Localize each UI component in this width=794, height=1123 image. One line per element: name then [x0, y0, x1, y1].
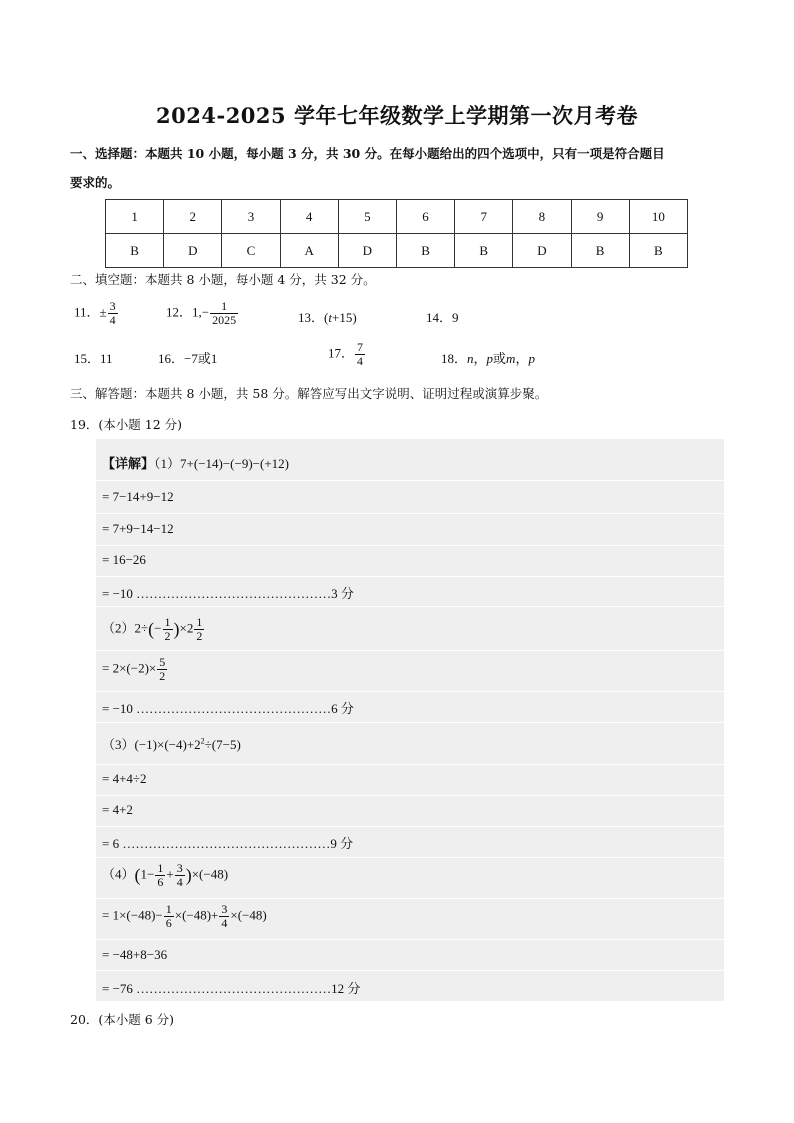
row-divider: [96, 606, 724, 607]
answer-table: [105, 199, 688, 268]
q19-label: 19．(本小题 12 分): [70, 417, 183, 432]
answer-cell: D: [513, 234, 571, 268]
answer-cell: B: [571, 234, 629, 268]
question-number: 10: [629, 200, 687, 234]
row-divider: [96, 939, 724, 940]
answer-cell: C: [222, 234, 280, 268]
fraction: $\frac{3}{4}$: [221, 902, 228, 930]
answer-table-number-row: [106, 200, 688, 234]
fraction: $\frac{3}{4}$: [109, 299, 116, 327]
solution-step-score: = −10 ………………………………………6 分: [102, 701, 354, 716]
row-divider: [96, 826, 724, 827]
answer-cell: B: [396, 234, 454, 268]
fraction: $\frac{1}{2}$: [164, 615, 171, 643]
q20-label: 20．(本小题 6 分): [70, 1012, 175, 1027]
solution-step-score: = −76 ………………………………………12 分: [102, 981, 361, 996]
answer-q15: 15．11: [74, 351, 113, 366]
answer-q11: 11．± $\frac{3}{4}$: [74, 299, 116, 327]
section1-instruction-line2: 要求的。: [70, 175, 121, 190]
row-divider: [96, 513, 724, 514]
answer-q12: 12．1,− $\frac{1}{2025}$: [166, 299, 237, 327]
row-divider: [96, 545, 724, 546]
question-number: 9: [571, 200, 629, 234]
row-divider: [96, 691, 724, 692]
row-divider: [96, 480, 724, 481]
solution-part2-expression: （2）2÷(− $\frac{1}{2}$ )×2 $\frac{1}{2}$: [102, 615, 203, 643]
solution-step: = 16−26: [102, 552, 146, 567]
fraction: $\frac{3}{4}$: [176, 861, 183, 889]
fraction: $\frac{1}{6}$: [165, 902, 172, 930]
answer-cell: A: [280, 234, 338, 268]
row-divider: [96, 576, 724, 577]
section1-instruction-line1: 一、选择题：本题共 10 小题，每小题 3 分，共 30 分。在每小题给出的四个选项中，只有一项是符合题目: [70, 146, 665, 161]
row-divider: [96, 722, 724, 723]
question-number: 1: [106, 200, 164, 234]
question-number: 3: [222, 200, 280, 234]
row-divider: [96, 898, 724, 899]
solution-step: = 7−14+9−12: [102, 489, 174, 504]
solution-step: = 2×(−2)× $\frac{5}{2}$: [102, 655, 166, 683]
section2-heading: 二、填空题：本题共 8 小题，每小题 4 分，共 32 分。: [70, 272, 376, 287]
answer-q14: 14．9: [426, 310, 459, 325]
answer-cell: D: [164, 234, 222, 268]
row-divider: [96, 650, 724, 651]
answer-cell: D: [338, 234, 396, 268]
solution-step: = −48+8−36: [102, 947, 168, 962]
answer-cell: B: [455, 234, 513, 268]
question-number: 7: [455, 200, 513, 234]
solution-step-score: = −10 ………………………………………3 分: [102, 586, 354, 601]
fraction: $\frac{1}{2}$: [196, 615, 203, 643]
fraction: $\frac{5}{2}$: [159, 655, 166, 683]
question-number: 8: [513, 200, 571, 234]
answer-q17: 17． $\frac{7}{4}$: [328, 340, 364, 368]
row-divider: [96, 795, 724, 796]
fraction: $\frac{1}{2025}$: [212, 299, 237, 327]
answer-cell: B: [629, 234, 687, 268]
fraction: $\frac{1}{6}$: [157, 861, 164, 889]
solution-part4-expression: （4）(1− $\frac{1}{6}$ + $\frac{3}{4}$ )×(−48): [102, 861, 229, 889]
row-divider: [96, 764, 724, 765]
solution-step: = 4+2: [102, 802, 133, 817]
answer-q18: 18．n，p或m，p: [441, 351, 535, 366]
fraction: $\frac{7}{4}$: [357, 340, 364, 368]
row-divider: [96, 857, 724, 858]
question-number: 4: [280, 200, 338, 234]
question-number: 5: [338, 200, 396, 234]
answer-table-answer-row: [106, 234, 688, 268]
question-number: 2: [164, 200, 222, 234]
solution-part3-expression: $(3)(-1)\times(-4)+2^2\div(7-5)$: [102, 736, 241, 752]
solution-step: = 1×(−48)− $\frac{1}{6}$ ×(−48)+ $\frac{3}{4}$ ×(−48): [102, 902, 267, 930]
solution-step: = 7+9−14−12: [102, 521, 174, 536]
question-number: 6: [396, 200, 454, 234]
answer-q16: 16．−7或1: [158, 351, 218, 366]
solution-step-score: = 6 …………………………………………9 分: [102, 836, 354, 851]
solution-step: = 4+4÷2: [102, 771, 147, 786]
solution-part1-expression: 【详解】（1）7+(−14)−(−9)−(+12): [102, 456, 289, 471]
row-divider: [96, 970, 724, 971]
answer-q13: 13．(t+15): [298, 310, 357, 325]
page-title: 2024-2025 学年七年级数学上学期第一次月考卷: [156, 103, 638, 128]
section3-heading: 三、解答题：本题共 8 小题，共 58 分。解答应写出文字说明、证明过程或演算步聚。: [70, 386, 548, 401]
answer-cell: B: [106, 234, 164, 268]
